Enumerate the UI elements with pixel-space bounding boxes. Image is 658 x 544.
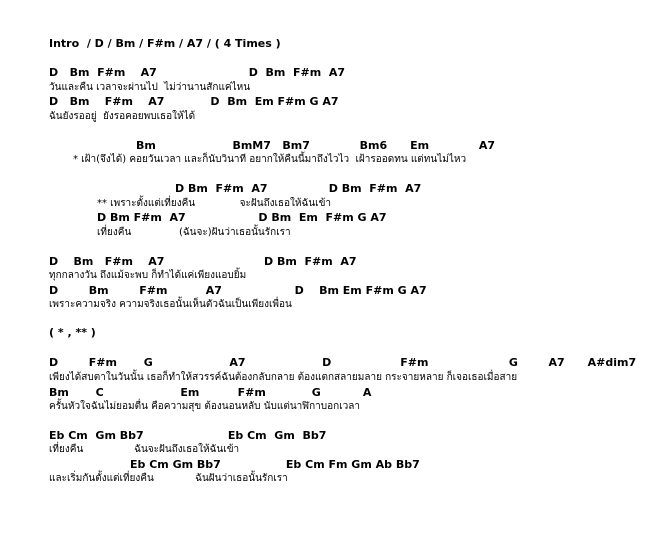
- chorus-chords-2: D Bm F#m A7 D Bm Em F#m G A7: [97, 211, 387, 224]
- outro-chords-1: Eb Cm Gm Bb7 Eb Cm Gm Bb7: [49, 429, 327, 442]
- pre-chorus-chords: Bm BmM7 Bm7 Bm6 Em A7: [136, 139, 496, 152]
- verse2-lyrics-2: เพราะความจริง ความจริงเธอนั้นเห็นตัวฉันเป็นเพียงเพื่อน: [49, 299, 292, 310]
- repeat-marker: ( * , ** ): [49, 326, 96, 339]
- pre-chorus-lyrics: * เฝ้า(จึงได้) คอยวันเวลา และก็นับวินาที อยากให้คืนนี้มาถึงไวไว เฝ้ารออดทน แต่ทนไม่ไหว: [73, 154, 467, 165]
- intro-line: Intro / D / Bm / F#m / A7 / ( 4 Times ): [49, 37, 281, 50]
- chorus-lyrics-2: เที่ยงคืน (ฉันจะ)ฝันว่าเธอนั้นรักเรา: [97, 227, 291, 238]
- verse1-chords-2: D Bm F#m A7 D Bm Em F#m G A7: [49, 95, 339, 108]
- bridge-chords-2: Bm C Em F#m G A: [49, 386, 372, 399]
- bridge-lyrics-1: เพียงได้สบตาในวันนั้น เธอก็ทำให้สวรรค์ฉันต้องกลับกลาย ต้องแตกสลายมลาย กระจายหลาย ก็เจอเธอเมื่อสาย: [49, 372, 518, 383]
- chorus-chords-1: D Bm F#m A7 D Bm F#m A7: [175, 182, 422, 195]
- bridge-lyrics-2: ครั้นหัวใจฉันไม่ยอมตื่น คือความสุข ต้องนอนหลับ นับแต่นาฬิกาบอกเวลา: [49, 401, 360, 412]
- outro-chords-2: Eb Cm Gm Bb7 Eb Cm Fm Gm Ab Bb7: [130, 458, 420, 471]
- outro-lyrics-2: และเริ่มกันตั้งแต่เที่ยงคืน ฉันฝันว่าเธอนั้นรักเรา: [49, 473, 288, 484]
- bridge-chords-1: D F#m G A7 D F#m G A7 A#dim7: [49, 356, 637, 369]
- outro-lyrics-1: เที่ยงคืน ฉันจะฝันถึงเธอให้ฉันเข้า: [49, 444, 240, 455]
- verse1-lyrics-2: ฉันยังรออยู่ ยังรอคอยพบเธอให้ได้: [49, 111, 196, 122]
- chorus-lyrics-1: ** เพราะตั้งแต่เที่ยงคืน จะฝันถึงเธอให้ฉันเข้า: [97, 198, 332, 209]
- verse1-lyrics-1: วันและคืน เวลาจะผ่านไป ไม่ว่านานสักแค่ไหน: [49, 82, 251, 93]
- verse2-chords-2: D Bm F#m A7 D Bm Em F#m G A7: [49, 284, 427, 297]
- verse1-chords-1: D Bm F#m A7 D Bm F#m A7: [49, 66, 346, 79]
- verse2-chords-1: D Bm F#m A7 D Bm F#m A7: [49, 255, 357, 268]
- verse2-lyrics-1: ทุกกลางวัน ถึงแม้จะพบ ก็ทำได้แค่เพียงแอบยิ้ม: [49, 270, 247, 281]
